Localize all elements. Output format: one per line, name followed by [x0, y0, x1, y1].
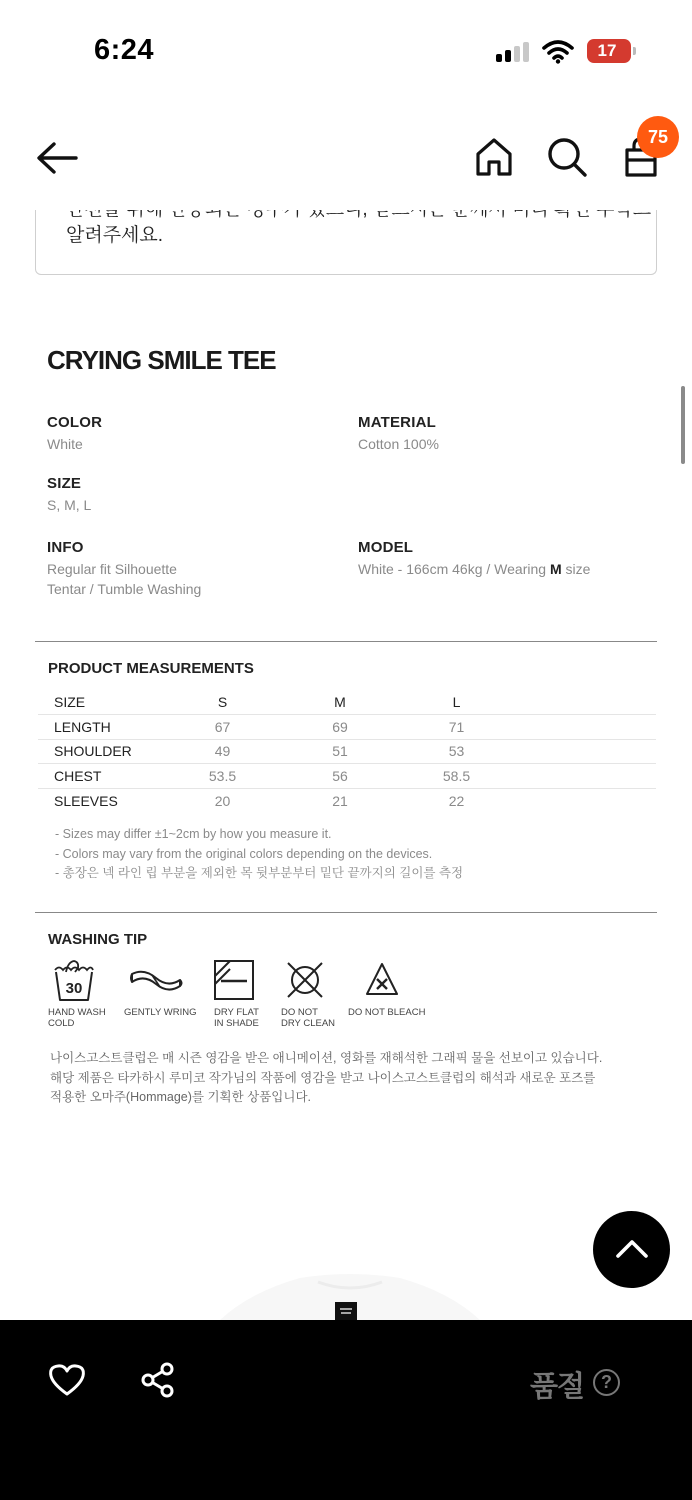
- row-label: SLEEVES: [54, 792, 118, 809]
- table-cell: 51: [280, 739, 400, 764]
- wash-label-line: IN SHADE: [214, 1018, 259, 1029]
- do-not-bleach-icon: [364, 958, 400, 1002]
- dry-flat-in-shade-icon: [212, 958, 256, 1002]
- material-label: MATERIAL: [358, 414, 436, 431]
- product-image-tee: [210, 1272, 490, 1320]
- table-cell: 53.5: [165, 764, 280, 789]
- battery-tip: [633, 47, 636, 55]
- table-header-cell: M: [280, 690, 400, 715]
- battery-icon: [587, 39, 631, 63]
- table-spacer-cell: [513, 690, 656, 715]
- size-label: SIZE: [47, 475, 82, 492]
- description-line: 해당 제품은 타카하시 루미코 작가님의 작품에 영감을 받고 나이스고스트클럽의 해석과 새로운 포즈를: [50, 1070, 596, 1085]
- back-arrow-icon[interactable]: [34, 140, 80, 176]
- gently-wring-icon: [128, 958, 184, 1002]
- table-cell: 53: [400, 739, 513, 764]
- tee-neck-label: [335, 1302, 357, 1320]
- chevron-up-icon: [615, 1237, 649, 1259]
- table-spacer-cell: [513, 715, 656, 740]
- wash-label-line: DO NOT: [281, 1007, 318, 1018]
- info-line-2: Tentar / Tumble Washing: [47, 581, 202, 597]
- info-label: INFO: [47, 539, 84, 556]
- search-icon[interactable]: [546, 136, 588, 178]
- table-cell: 20: [214, 792, 231, 809]
- model-suffix: size: [561, 561, 591, 577]
- wash-label-hand-wash: [48, 1007, 106, 1029]
- table-cell: 67: [165, 715, 280, 740]
- scroll-indicator: [681, 386, 685, 464]
- wash-label-line: GENTLY WRING: [124, 1007, 197, 1018]
- table-cell: 71: [400, 715, 513, 740]
- table-row: [38, 788, 656, 813]
- section-divider: [35, 641, 657, 642]
- scroll-to-top-button[interactable]: [593, 1211, 670, 1288]
- wash-label-line: HAND WASH: [48, 1007, 106, 1018]
- table-header-cell: S: [165, 690, 280, 715]
- table-cell: 49: [165, 739, 280, 764]
- status-bar: [0, 0, 692, 100]
- table-cell: 58.5: [400, 764, 513, 789]
- wash-label-dry-flat: [214, 1007, 259, 1029]
- product-title: CRYING SMILE TEE: [47, 345, 276, 375]
- size-value: S, M, L: [47, 497, 92, 513]
- product-description: [50, 1049, 602, 1108]
- wash-label-bleach: [348, 1007, 425, 1018]
- color-label: COLOR: [47, 414, 103, 431]
- measurements-table: [38, 690, 656, 813]
- washing-title: WASHING TIP: [48, 931, 148, 948]
- table-header-row: [38, 690, 656, 715]
- share-icon[interactable]: [140, 1362, 176, 1398]
- description-line: 적용한 오마주(Hommage)를 기획한 상품입니다.: [50, 1090, 312, 1104]
- wifi-icon: [542, 40, 574, 64]
- table-spacer-cell: [513, 764, 656, 789]
- wash-label-line: DRY FLAT: [214, 1007, 259, 1018]
- note-line: - Colors may vary from the original colors depending on the devices.: [55, 846, 433, 861]
- model-size: M: [549, 561, 562, 577]
- table-row: [38, 764, 656, 789]
- note-line: - Sizes may differ ±1~2cm by how you measure it.: [55, 827, 332, 841]
- sold-out-label: 품절: [530, 1371, 585, 1403]
- row-label: CHEST: [38, 764, 165, 789]
- wash-label-line: COLD: [48, 1018, 75, 1029]
- model-value: [358, 559, 590, 579]
- measurement-notes: [55, 825, 463, 884]
- info-value: [47, 559, 201, 599]
- table-cell: 56: [280, 764, 400, 789]
- do-not-dry-clean-icon: [285, 958, 325, 1002]
- hand-wash-cold-icon: [51, 958, 97, 1002]
- row-label: LENGTH: [38, 715, 165, 740]
- table-cell: 22: [448, 792, 465, 809]
- section-divider: [35, 912, 657, 913]
- notice-text: 알려주세요.: [66, 225, 164, 246]
- measurements-title: PRODUCT MEASUREMENTS: [48, 660, 254, 677]
- material-value: Cotton 100%: [358, 436, 439, 452]
- model-prefix: White - 166cm 46kg / Wearing: [358, 561, 550, 577]
- cellular-signal-icon: [496, 42, 532, 62]
- description-line: 나이스고스트클럽은 매 시즌 영감을 받은 애니메이션, 영화를 재해석한 그래픽 물을 선보이고 있습니다.: [50, 1051, 603, 1065]
- info-line-1: Regular fit Silhouette: [47, 561, 177, 577]
- home-icon[interactable]: [474, 136, 514, 178]
- battery-level: 17: [597, 41, 617, 60]
- color-value: White: [47, 436, 83, 452]
- bottom-action-bar: [0, 1320, 692, 1500]
- wash-label-line: DO NOT BLEACH: [348, 1007, 426, 1018]
- wash-temperature: 30: [65, 980, 83, 997]
- status-time: 6:24: [94, 34, 155, 66]
- help-icon[interactable]: ?: [593, 1369, 620, 1396]
- table-header-cell: SIZE: [38, 690, 165, 715]
- table-spacer-cell: [513, 739, 656, 764]
- note-line: - 총장은 넥 라인 립 부분을 제외한 목 뒷부분부터 밑단 끝까지의 길이를 측정: [55, 866, 464, 880]
- table-row: [38, 715, 656, 740]
- table-cell: 69: [280, 715, 400, 740]
- wash-label-line: DRY CLEAN: [281, 1018, 336, 1029]
- heart-icon[interactable]: [48, 1363, 86, 1397]
- table-row: [38, 739, 656, 764]
- table-spacer-cell: [513, 788, 656, 813]
- wash-label-dry-clean: [281, 1007, 335, 1029]
- table-header-cell: L: [400, 690, 513, 715]
- app-header: [0, 110, 692, 210]
- wash-label-gently-wring: [124, 1007, 197, 1018]
- cart-count-badge: 75: [637, 116, 679, 158]
- row-label: SHOULDER: [38, 739, 165, 764]
- table-cell: 21: [332, 792, 348, 809]
- model-label: MODEL: [358, 539, 414, 556]
